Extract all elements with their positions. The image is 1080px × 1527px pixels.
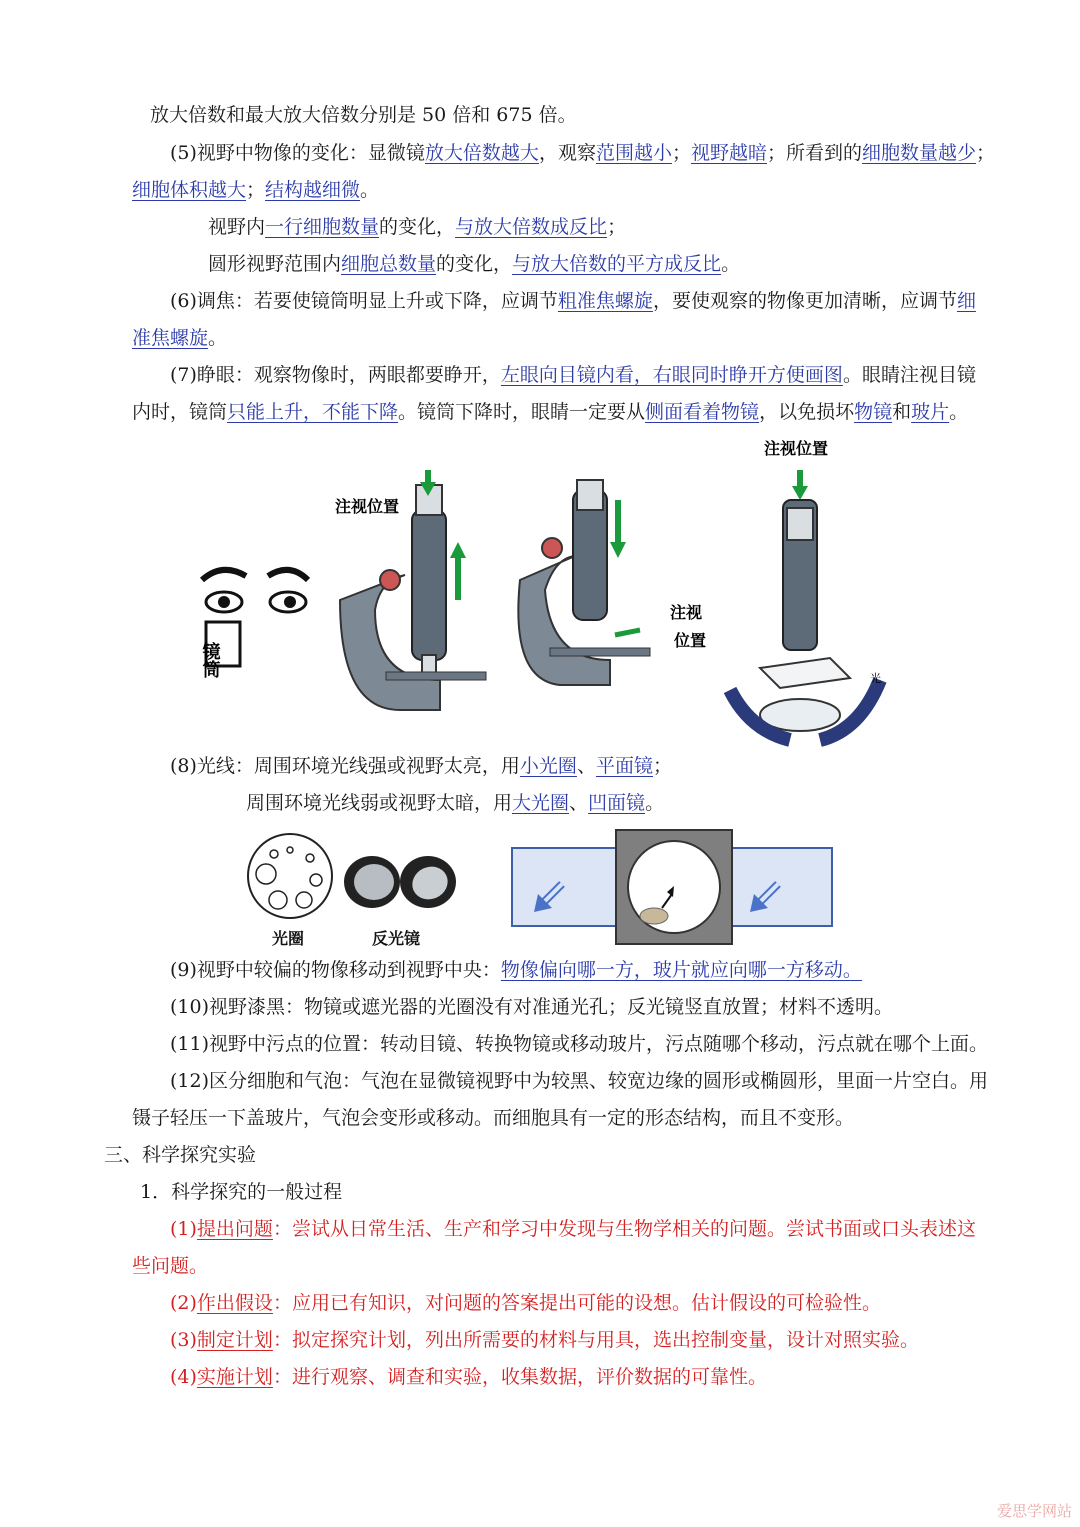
- text: 和: [892, 401, 912, 423]
- field-of-view-diagram: [512, 830, 832, 944]
- text: (9)视野中较偏的物像移动到视野中央：: [170, 959, 501, 981]
- answer-blank: 一行细胞数量: [265, 216, 380, 238]
- answer-blank: 放大倍数越大: [424, 142, 539, 164]
- answer-blank: 与放大倍数成反比: [455, 216, 608, 238]
- paragraph-6-line2: [132, 326, 227, 350]
- gaze-position-label: 注视位置: [335, 497, 400, 516]
- paragraph-12-line2: [132, 1106, 854, 1130]
- paragraph-5a: [208, 215, 626, 239]
- text: ，要使观察的物像更加清晰，应调节: [652, 290, 957, 312]
- text: 。: [645, 792, 665, 814]
- text: 视野内: [208, 216, 266, 238]
- step-text: ：进行观察、调查和实验，收集数据，评价数据的可靠性。: [272, 1366, 767, 1388]
- answer-blank: 视野越暗: [690, 142, 767, 164]
- answer-blank: 玻片: [911, 401, 950, 423]
- paragraph-5-line1: [170, 141, 995, 165]
- text: 内时，镜筒: [132, 401, 228, 423]
- answer-blank: 只能上升，不能下降: [227, 401, 399, 423]
- paragraph-12-line1: [170, 1069, 988, 1093]
- step-number: (2): [170, 1292, 197, 1314]
- text: (7)睁眼：观察物像时，两眼都要睁开，: [170, 364, 501, 386]
- answer-blank: 凹面镜: [588, 792, 646, 814]
- answer-blank: 物镜: [854, 401, 893, 423]
- paragraph-5b: [208, 252, 740, 276]
- paragraph-10: [170, 995, 893, 1019]
- text: 、: [569, 792, 589, 814]
- text: ；: [246, 179, 266, 201]
- light-adjustment-figure: [240, 828, 840, 950]
- gaze-position-label-2b: 位置: [674, 631, 707, 650]
- gaze-position-label-3: 注视位置: [764, 439, 829, 458]
- diaphragm-icon: [248, 834, 332, 918]
- heading: 三、科学探究实验: [104, 1144, 257, 1166]
- answer-blank: 细胞数量越少: [862, 142, 977, 164]
- paragraph-11: [170, 1032, 988, 1056]
- text: 圆形视野范围内: [208, 253, 342, 275]
- text: ，以免损坏: [759, 401, 855, 423]
- step-keyword: 提出问题: [196, 1218, 273, 1240]
- step-4: [170, 1365, 767, 1389]
- answer-blank: 准焦螺旋: [132, 327, 209, 349]
- step-keyword: 作出假设: [196, 1292, 273, 1314]
- step-number: (4): [170, 1366, 197, 1388]
- microscope-3: [730, 470, 880, 740]
- paragraph-5-line2: [132, 178, 379, 202]
- step-keyword: 实施计划: [196, 1366, 273, 1388]
- text: 镊子轻压一下盖玻片，气泡会变形或移动。而细胞具有一定的形态结构，而且不变形。: [132, 1107, 855, 1129]
- paragraph-6-line1: [170, 289, 976, 313]
- paragraph-8-line2: [246, 791, 664, 815]
- text: 。镜筒下降时，眼睛一定要从: [398, 401, 646, 423]
- answer-blank: 结构越细微: [265, 179, 361, 201]
- paragraph-7-line1: [170, 363, 976, 387]
- step-text: ：尝试从日常生活、生产和学习中发现与生物学相关的问题。尝试书面或口头表述这: [272, 1218, 976, 1240]
- step-keyword: 制定计划: [196, 1329, 273, 1351]
- text: 、: [576, 755, 596, 777]
- step-text: ：拟定探究计划，列出所需要的材料与用具，选出控制变量，设计对照实验。: [272, 1329, 919, 1351]
- answer-blank: 侧面看着物镜: [645, 401, 760, 423]
- text: ，观察: [538, 142, 596, 164]
- watermark: 爱思学网站: [996, 1502, 1072, 1520]
- step-number: (3): [170, 1329, 197, 1351]
- answer-blank: 平面镜: [595, 755, 653, 777]
- answer-blank: 细: [956, 290, 976, 312]
- answer-blank: 细胞体积越大: [132, 179, 247, 201]
- text: 。: [949, 401, 969, 423]
- answer-blank: 大光圈: [512, 792, 570, 814]
- subheading: 1．科学探究的一般过程: [140, 1181, 343, 1203]
- step-text: ：应用已有知识，对问题的答案提出可能的设想。估计假设的可检验性。: [272, 1292, 881, 1314]
- text: 周围环境光线弱或视野太暗，用: [246, 792, 513, 814]
- text: 的变化，: [436, 253, 513, 275]
- section-subtitle: [140, 1180, 342, 1204]
- text: ；: [671, 142, 691, 164]
- text: (6)调焦：若要使镜筒明显上升或下降，应调节: [170, 290, 558, 312]
- text: ；: [607, 216, 627, 238]
- step-2: [170, 1291, 881, 1315]
- text: (12)区分细胞和气泡：气泡在显微镜视野中为较黑、较宽边缘的圆形或椭圆形，里面一片空白。用: [170, 1070, 989, 1092]
- paragraph-text: 放大倍数和最大放大倍数分别是 50 倍和 675 倍。: [150, 104, 577, 126]
- step-3: [170, 1328, 919, 1352]
- light-label: 光: [870, 672, 881, 685]
- microscope-2: [518, 480, 650, 685]
- answer-blank: 范围越小: [595, 142, 672, 164]
- step-text: 些问题。: [132, 1255, 209, 1277]
- text: (11)视野中污点的位置：转动目镜、转换物镜或移动玻片，污点随哪个移动，污点就在哪个上面。: [170, 1033, 989, 1055]
- text: 。眼睛注视目镜: [842, 364, 976, 386]
- paragraph-7-line2: [132, 400, 968, 424]
- gaze-position-label-2a: 注视: [670, 603, 703, 622]
- microscope-focusing-figure: [190, 430, 890, 750]
- text: ；所看到的: [767, 142, 863, 164]
- text: (5)视野中物像的变化：显微镜: [170, 142, 425, 164]
- text: 的变化，: [379, 216, 456, 238]
- text-line: [150, 103, 577, 127]
- text: ；: [652, 755, 672, 777]
- step-1-line2: [132, 1254, 208, 1278]
- mirror-caption: 反光镜: [372, 929, 421, 948]
- text: (8)光线：周围环境光线强或视野太亮，用: [170, 755, 520, 777]
- answer-blank: 左眼向目镜内看，右眼同时睁开方便画图: [500, 364, 843, 386]
- text: 。: [721, 253, 741, 275]
- section-title: [104, 1143, 256, 1167]
- answer-blank: 物像偏向哪一方，玻片就应向哪一方移动。: [500, 959, 862, 981]
- text: ；: [976, 142, 996, 164]
- answer-blank: 细胞总数量: [341, 253, 437, 275]
- text: 。: [360, 179, 380, 201]
- step-number: (1): [170, 1218, 197, 1240]
- text: (10)视野漆黑：物镜或遮光器的光圈没有对准通光孔；反光镜竖直放置；材料不透明。: [170, 996, 894, 1018]
- text: 。: [208, 327, 228, 349]
- answer-blank: 粗准焦螺旋: [557, 290, 653, 312]
- answer-blank: 小光圈: [519, 755, 577, 777]
- answer-blank: 与放大倍数的平方成反比: [512, 253, 722, 275]
- diaphragm-caption: 光圈: [272, 929, 305, 948]
- lens-tube-label: 镜筒: [199, 642, 221, 678]
- mirror-icon: [340, 846, 456, 916]
- step-1-line1: [170, 1217, 976, 1241]
- paragraph-8-line1: [170, 754, 672, 778]
- paragraph-9: [170, 958, 862, 982]
